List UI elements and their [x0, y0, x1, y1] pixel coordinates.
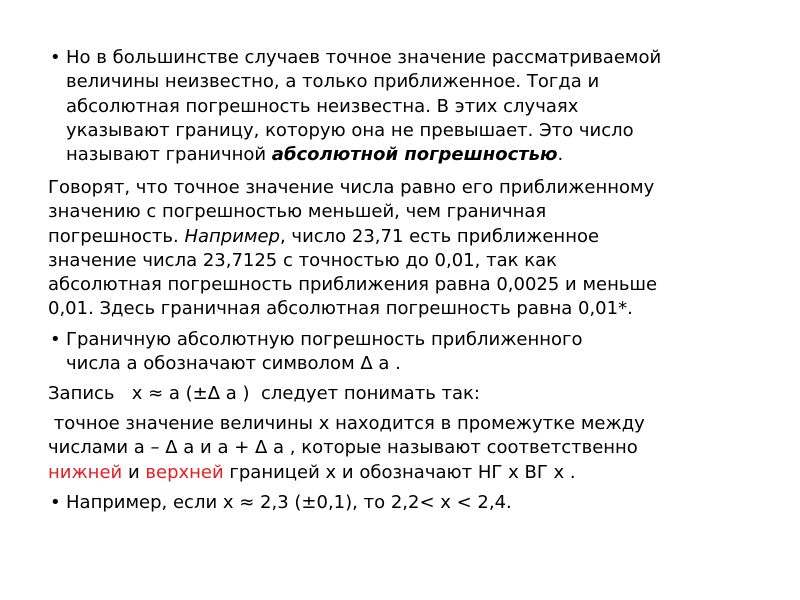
bullet-icon: •	[50, 47, 61, 68]
text-line: 0,01. Здесь граничная абсолютная погрешность равна 0,01*.	[48, 298, 633, 320]
text-line: величины неизвестно, а только приближенное. Тогда и	[66, 71, 600, 93]
paragraph-interval	[48, 412, 645, 485]
emphasis-term: абсолютной погрешностью	[271, 144, 558, 166]
text-fragment: , число 23,71 есть приближенное	[279, 225, 600, 247]
text-line: указывают границу, которую она не превышает. Это число	[66, 119, 634, 141]
text-line: числа а обозначают символом Δ а .	[66, 353, 401, 375]
paragraph-absolute-error	[48, 46, 661, 167]
text-line: абсолютная погрешность приближения равна 0,0025 и меньше	[48, 274, 658, 296]
paragraph-numeric-example	[48, 491, 512, 515]
text-fragment: и	[122, 461, 146, 483]
bullet-icon: •	[50, 492, 61, 513]
text-line: значению с погрешностью меньшей, чем граничная	[48, 201, 547, 223]
text-line: абсолютная погрешность неизвестна. В этих случаях	[66, 95, 579, 117]
text-fragment: границей х и обозначают НГ х ВГ х .	[223, 461, 576, 483]
text-fragment: погрешность.	[48, 225, 185, 247]
text-line: Запись х ≈ а (±Δ а ) следует понимать так:	[48, 383, 480, 404]
text-line	[48, 225, 657, 249]
text-line: точное значение величины х находится в промежутке между	[48, 413, 645, 434]
paragraph-example	[48, 176, 657, 322]
text-line	[48, 461, 645, 485]
text-line: Граничную абсолютную погрешность приближенного	[66, 329, 583, 350]
paragraph-notation	[48, 382, 480, 406]
text-line: числами а – Δ а и а + Δ а , которые называют соответственно	[48, 437, 638, 459]
text-line: Говорят, что точное значение числа равно его приближенному	[48, 177, 655, 198]
paragraph-symbol	[48, 328, 583, 377]
bullet-icon: •	[50, 329, 61, 350]
text-line: Но в большинстве случаев точное значение рассматриваемой	[66, 47, 662, 68]
text-line	[66, 143, 661, 167]
text-fragment: .	[557, 144, 564, 166]
text-line: Например, если х ≈ 2,3 (±0,1), то 2,2< х < 2,4.	[66, 492, 512, 513]
italic-word: Например	[184, 225, 280, 247]
lower-bound-term: нижней	[48, 461, 123, 483]
text-line: значение числа 23,7125 с точностью до 0,01, так как	[48, 249, 557, 271]
text-fragment: называют граничной	[66, 144, 272, 166]
upper-bound-term: верхней	[145, 461, 224, 483]
